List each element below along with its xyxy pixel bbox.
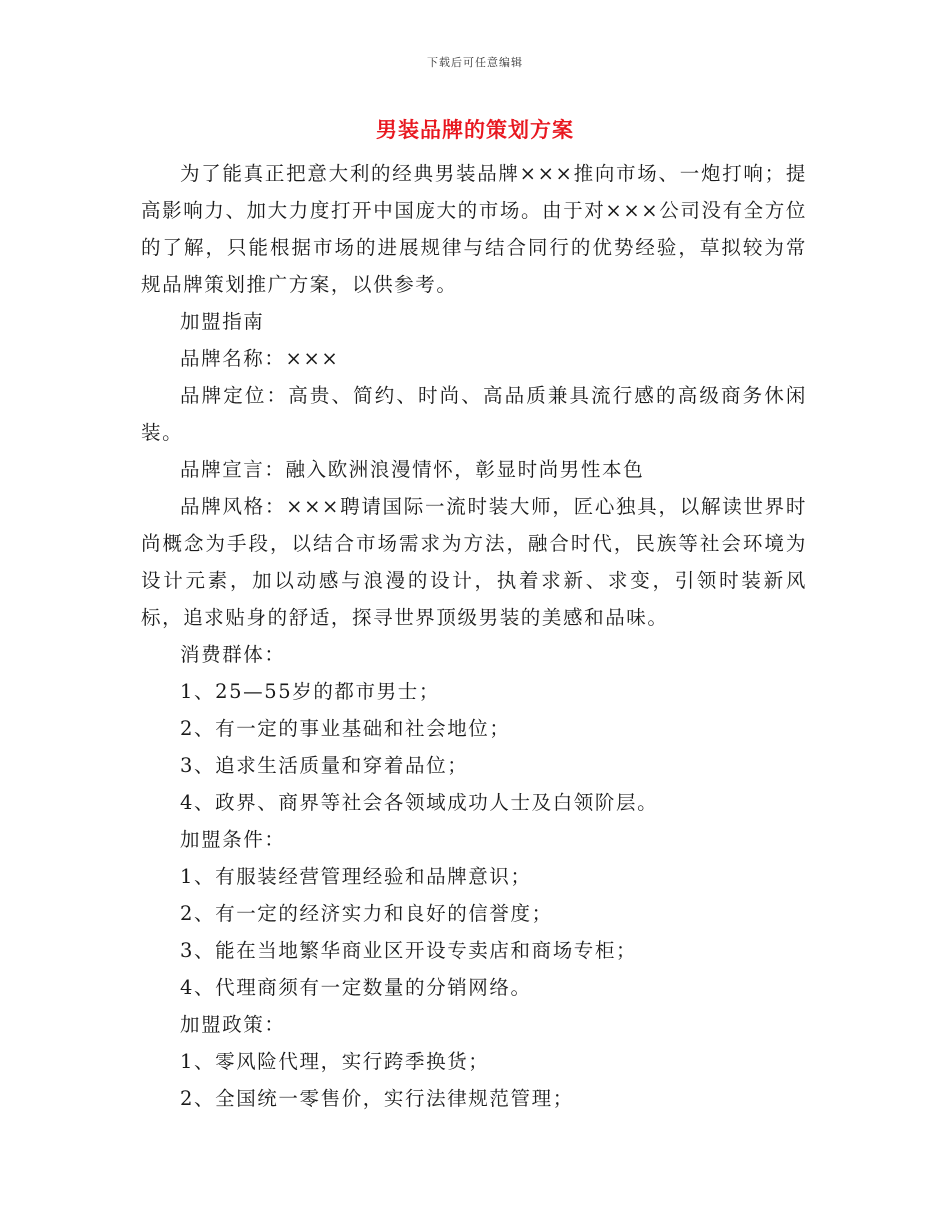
document-body bbox=[141, 155, 807, 1117]
section-heading-franchise-policy: 加盟政策： bbox=[180, 1013, 286, 1036]
section-heading-franchise-guide: 加盟指南 bbox=[180, 310, 265, 333]
list-item: 4、代理商须有一定数量的分销网络。 bbox=[180, 976, 532, 999]
paragraph-brand-name: 品牌名称：××× bbox=[180, 347, 340, 370]
section-heading-consumer-group: 消费群体： bbox=[180, 643, 286, 666]
section-heading-franchise-conditions: 加盟条件： bbox=[180, 828, 286, 851]
document-title: 男装品牌的策划方案 bbox=[376, 117, 574, 142]
paragraph-brand-positioning: 品牌定位：高贵、简约、时尚、高品质兼具流行感的高级商务休闲装。 bbox=[141, 384, 807, 444]
list-item: 2、全国统一零售价，实行法律规范管理； bbox=[180, 1087, 574, 1110]
paragraph-brand-slogan: 品牌宣言：融入欧洲浪漫情怀，彰显时尚男性本色 bbox=[180, 458, 645, 481]
paragraph-brand-style: 品牌风格：×××聘请国际一流时装大师，匠心独具，以解读世界时尚概念为手段，以结合市场需求为方法，融合时代，民族等社会环境为设计元素，加以动感与浪漫的设计，执着求新、求变，引领时装新风标，追求贴身的舒适，探寻世界顶级男装的美感和品味。 bbox=[141, 495, 807, 629]
list-item: 4、政界、商界等社会各领域成功人士及白领阶层。 bbox=[180, 791, 659, 814]
paragraph-intro: 为了能真正把意大利的经典男装品牌×××推向市场、一炮打响；提高影响力、加大力度打开中国庞大的市场。由于对×××公司没有全方位的了解，只能根据市场的进展规律与结合同行的优势经验，草拟较为常规品牌策划推广方案，以供参考。 bbox=[141, 162, 807, 296]
list-item: 1、25—55岁的都市男士； bbox=[180, 680, 440, 703]
list-item: 1、零风险代理，实行跨季换货； bbox=[180, 1050, 490, 1073]
list-item: 3、追求生活质量和穿着品位； bbox=[180, 754, 469, 777]
header-note: 下载后可任意编辑 bbox=[427, 56, 523, 69]
list-item: 1、有服装经营管理经验和品牌意识； bbox=[180, 865, 532, 888]
list-item: 2、有一定的经济实力和良好的信誉度； bbox=[180, 902, 553, 925]
list-item: 2、有一定的事业基础和社会地位； bbox=[180, 717, 511, 740]
list-item: 3、能在当地繁华商业区开设专卖店和商场专柜； bbox=[180, 939, 638, 962]
